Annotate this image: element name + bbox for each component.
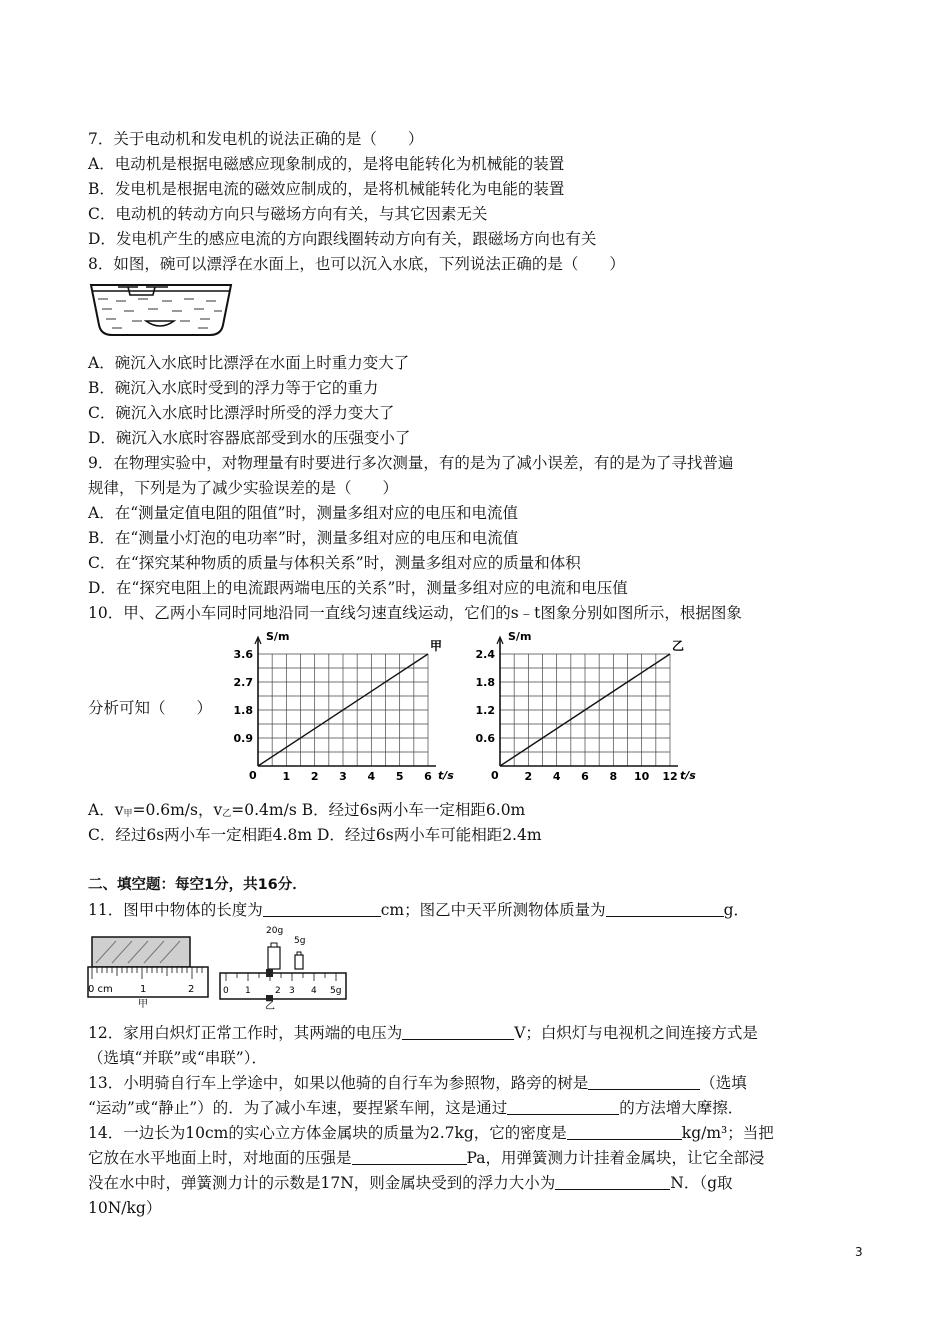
y-tick-label-2: 1.8 (475, 676, 495, 689)
q12-post: V；白炽灯与电视机之间连接方式是 (514, 1024, 758, 1042)
q14-blank-3[interactable] (555, 1173, 670, 1190)
q12-blank-1[interactable] (402, 1023, 514, 1040)
q12-pre: 12．家用白炽灯正常工作时，其两端的电压为 (88, 1024, 403, 1042)
origin-label: 0 (249, 769, 257, 782)
q9-option-d: D．在“探究电阻上的电流跟两端电压的关系”时，测量多组对应的电流和电压值 (88, 579, 628, 597)
q13-pre: 13．小明骑自行车上学途中，如果以他骑的自行车为参照物，路旁的树是 (88, 1074, 589, 1092)
q13-text-line1 (88, 1072, 747, 1094)
q10-stem-line2: 分析可知（ ） (88, 699, 213, 717)
x-tick-label-2: 3 (339, 770, 347, 783)
x-tick-label-5: 6 (424, 770, 432, 783)
weight-5g-label: 5g (294, 936, 306, 946)
x-tick-label-3: 8 (609, 770, 618, 783)
chart-jia-s-t (228, 622, 454, 788)
y-tick-label-0: 0.9 (233, 732, 253, 745)
q7-stem: 7．关于电动机和发电机的说法正确的是（ ） (88, 130, 424, 148)
x-tick-label-0: 2 (524, 770, 533, 783)
q10-stem-line1: 10．甲、乙两小车同时同地沿同一直线匀速直线运动，它们的s﹣t图象分别如图所示，根据图象 (88, 604, 742, 622)
q11-text (88, 899, 749, 921)
q9-option-b: B．在“测量小灯泡的电功率”时，测量多组对应的电压和电流值 (88, 529, 519, 547)
x-tick-label-1: 4 (552, 770, 561, 783)
section-2-title: 二、填空题：每空1分，共16分． (88, 877, 307, 893)
q10-a-post: =0.4m/s B．经过6s两小车一定相距6.0m (231, 801, 526, 819)
q10-a-sub-yi: 乙 (222, 809, 232, 819)
q11-mid: cm；图乙中天平所测物体质量为 (380, 901, 606, 919)
page-number: 3 (855, 1245, 863, 1259)
bowl-in-water-figure (88, 277, 234, 339)
chart-yi-s-t (462, 622, 707, 788)
q14-pre: 14．一边长为10cm的实心立方体金属块的质量为2.7kg，它的密度是 (88, 1124, 567, 1142)
q11-blank-2[interactable] (606, 900, 724, 917)
y-tick-label-0: 0.6 (475, 732, 495, 745)
q9-stem-line2: 规律，下列是为了减少实验误差的是（ ） (88, 479, 399, 497)
q14-text-line2 (88, 1147, 765, 1169)
q14-l3pre: 没在水中时，弹簧测力计的示数是17N，则金属块受到的浮力大小为 (88, 1174, 556, 1192)
series-name-0: 乙 (672, 639, 685, 653)
q14-text-line1 (88, 1122, 774, 1144)
ruler1-label-0: 0 cm (88, 984, 113, 995)
weight-20g-label: 20g (266, 926, 284, 936)
series-name-0: 甲 (430, 639, 443, 653)
y-tick-label-3: 3.6 (233, 648, 253, 661)
x-tick-label-4: 10 (634, 770, 650, 783)
q8-stem: 8．如图，碗可以漂浮在水面上，也可以沉入水底，下列说法正确的是（ ） (88, 255, 625, 273)
q13-blank-2[interactable] (507, 1098, 619, 1115)
q13-l2pre: “运动”或“静止”）的．为了减小车速，要捏紧车闸，这是通过 (88, 1099, 508, 1117)
y-axis-label: S/m (266, 630, 290, 643)
q12-text-line1 (88, 1022, 758, 1044)
q9-stem-line1: 9．在物理实验中，对物理量有时要进行多次测量，有的是为了减小误差，有的是为了寻找普遍 (88, 454, 734, 472)
q13-blank-1[interactable] (588, 1073, 700, 1090)
q14-l2pre: 它放在水平地面上时，对地面的压强是 (88, 1149, 352, 1167)
x-axis-label: t/s (438, 769, 454, 782)
q13-text-line2 (88, 1097, 743, 1119)
q13-l2post: 的方法增大摩擦． (619, 1099, 744, 1117)
y-tick-label-1: 1.2 (475, 704, 495, 717)
ruler2-label-2: 2 (275, 986, 281, 996)
q11-figure-ruler (86, 923, 350, 1012)
x-tick-label-5: 12 (662, 770, 678, 783)
q7-option-c: C．电动机的转动方向只与磁场方向有关，与其它因素无关 (88, 205, 488, 223)
q10-a-mid: =0.6m/s，v (132, 801, 223, 819)
q10-options-cd: C．经过6s两小车一定相距4.8m D．经过6s两小车可能相距2.4m (88, 826, 542, 844)
q7-option-d: D．发电机产生的感应电流的方向跟线圈转动方向有关，跟磁场方向也有关 (88, 230, 597, 248)
q13-post: （选填 (700, 1074, 747, 1092)
fig-yi-label: 乙 (265, 1001, 275, 1012)
y-tick-label-3: 2.4 (475, 648, 495, 661)
ruler2-label-3: 3 (289, 986, 295, 996)
ruler2-label-5: 5g (330, 986, 342, 996)
y-axis-label: S/m (508, 630, 532, 643)
y-tick-label-1: 1.8 (233, 704, 253, 717)
x-tick-label-3: 4 (367, 770, 376, 783)
q8-option-a: A．碗沉入水底时比漂浮在水面上时重力变大了 (88, 354, 410, 372)
origin-label: 0 (491, 769, 499, 782)
q7-option-a: A．电动机是根据电磁感应现象制成的，是将电能转化为机械能的装置 (88, 155, 565, 173)
x-tick-label-1: 2 (310, 770, 319, 783)
q10-a-pre: A．v (88, 801, 124, 819)
ruler1-label-1: 1 (140, 984, 147, 995)
q8-option-b: B．碗沉入水底时受到的浮力等于它的重力 (88, 379, 379, 397)
q9-option-c: C．在“探究某种物质的质量与体积关系”时，测量多组对应的质量和体积 (88, 554, 581, 572)
ruler1-label-2: 2 (188, 984, 195, 995)
q12-text-line2: （选填“并联”或“串联”）． (88, 1049, 267, 1067)
q7-option-b: B．发电机是根据电流的磁效应制成的，是将机械能转化为电能的装置 (88, 180, 565, 198)
q11-post: g． (723, 901, 750, 919)
ruler2-label-0: 0 (223, 986, 229, 996)
q8-option-c: C．碗沉入水底时比漂浮时所受的浮力变大了 (88, 404, 395, 422)
q14-text-line3 (88, 1172, 733, 1194)
q14-l3post: N．（g取 (670, 1174, 733, 1192)
q14-l2post: Pa，用弹簧测力计挂着金属块，让它全部浸 (466, 1149, 765, 1167)
q10-a-sub-jia: 甲 (123, 809, 133, 819)
q14-post: kg/m³；当把 (681, 1124, 774, 1142)
fig-jia-label: 甲 (138, 999, 148, 1010)
q14-blank-2[interactable] (352, 1148, 467, 1165)
x-axis-label: t/s (680, 769, 696, 782)
q10-options-ab (88, 799, 525, 825)
q14-text-line4: 10N/kg） (88, 1199, 162, 1217)
ruler2-label-1: 1 (245, 986, 251, 996)
q8-option-d: D．碗沉入水底时容器底部受到水的压强变小了 (88, 429, 411, 447)
y-tick-label-2: 2.7 (233, 676, 253, 689)
q14-blank-1[interactable] (567, 1123, 682, 1140)
ruler2-label-4: 4 (311, 986, 317, 996)
x-tick-label-2: 6 (581, 770, 589, 783)
x-tick-label-0: 1 (282, 770, 291, 783)
q11-blank-1[interactable] (263, 900, 381, 917)
q11-pre: 11．图甲中物体的长度为 (88, 901, 263, 919)
q9-option-a: A．在“测量定值电阻的阻值”时，测量多组对应的电压和电流值 (88, 504, 519, 522)
x-tick-label-4: 5 (395, 770, 404, 783)
